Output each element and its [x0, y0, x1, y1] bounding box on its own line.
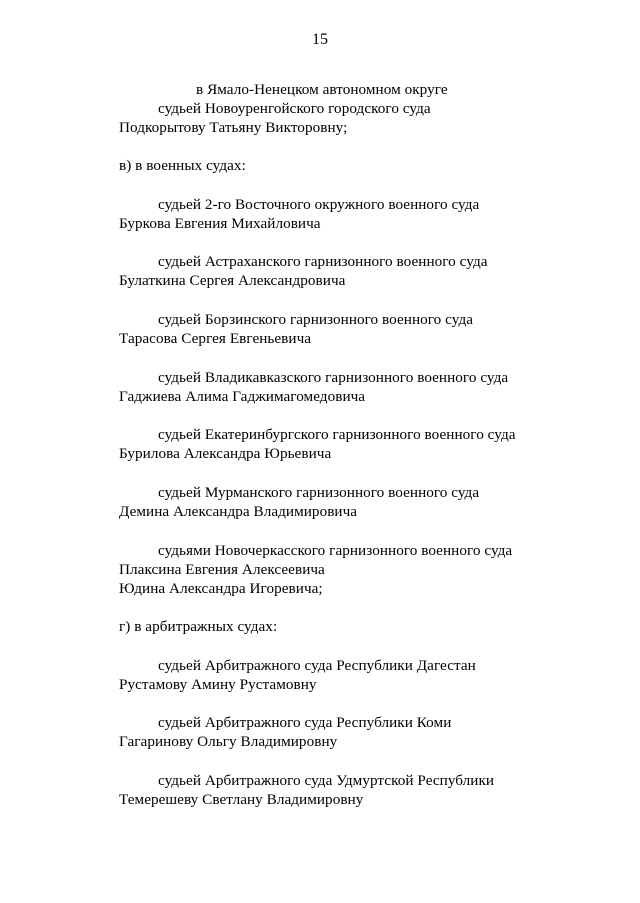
position-text: судьей Борзинского гарнизонного военного суда [158, 311, 474, 328]
person-name: Темерешеву Светлану Владимировну [119, 791, 364, 808]
section-heading-military-courts: в) в военных судах: [119, 157, 246, 174]
page-number: 15 [312, 31, 328, 48]
person-name: Гагаринову Ольгу Владимировну [119, 733, 338, 750]
person-name: Плаксина Евгения Алексеевича [119, 561, 325, 578]
position-text: судьей Новоуренгойского городского суда [158, 100, 431, 117]
person-name: Демина Александра Владимировича [119, 503, 358, 520]
person-name: Буркова Евгения Михайловича [119, 215, 321, 232]
position-text: судьей Астраханского гарнизонного военного суда [158, 253, 488, 270]
position-text: судьей Арбитражного суда Республики Коми [158, 714, 452, 731]
person-name: Гаджиева Алима Гаджимагомедовича [119, 388, 366, 405]
person-name: Бурилова Александра Юрьевича [119, 445, 332, 462]
person-name: Булаткина Сергея Александровича [119, 272, 346, 289]
position-text: судьей Владикавказского гарнизонного военного суда [158, 369, 509, 386]
person-name: Подкорытову Татьяну Викторовну; [119, 119, 348, 136]
position-text: судьей 2-го Восточного окружного военного суда [158, 196, 480, 213]
section-heading-arbitration-courts: г) в арбитражных судах: [119, 618, 278, 635]
region-heading: в Ямало-Ненецком автономном округе [196, 81, 448, 98]
position-text: судьей Арбитражного суда Удмуртской Республики [158, 772, 495, 789]
position-text: судьей Екатеринбургского гарнизонного военного суда [158, 426, 516, 443]
person-name: Рустамову Амину Рустамовну [119, 676, 317, 693]
position-text: судьями Новочеркасского гарнизонного военного суда [158, 542, 513, 559]
person-name: Юдина Александра Игоревича; [119, 580, 323, 597]
position-text: судьей Арбитражного суда Республики Дагестан [158, 657, 476, 674]
person-name: Тарасова Сергея Евгеньевича [119, 330, 312, 347]
position-text: судьей Мурманского гарнизонного военного суда [158, 484, 480, 501]
